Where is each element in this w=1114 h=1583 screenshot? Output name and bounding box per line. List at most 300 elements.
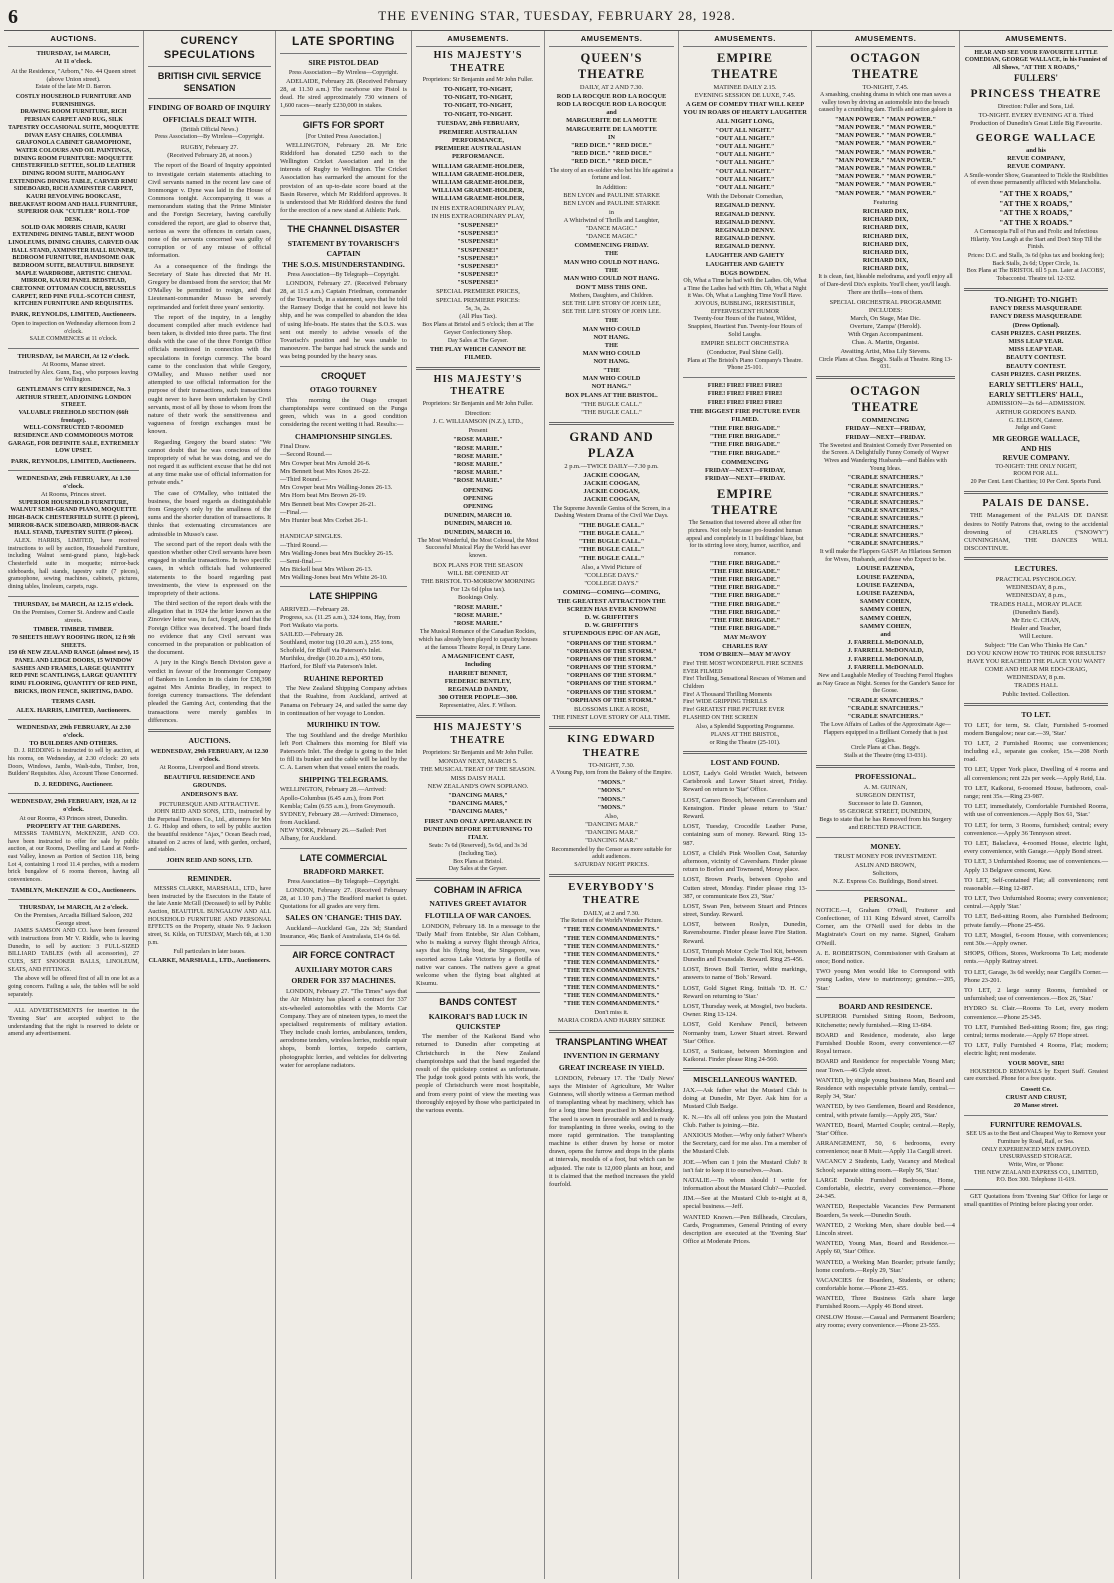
classified-item: WANTED, by single young business Man, Board and Residence with respectable private family, central.—Reply 34, 'Star.' <box>816 1076 955 1101</box>
column-auctions <box>4 31 144 1579</box>
theatre-orchestra: EMPIRE SELECT ORCHESTRA (Conductor, Paul Shine Gell). <box>701 340 789 356</box>
auctioneer: PARK, REYNOLDS, LIMITED, Auctioneers. <box>10 310 137 318</box>
section-heading: PROFESSIONAL. <box>855 771 916 781</box>
headline: AIR FORCE CONTRACT <box>292 950 395 961</box>
classified-item: WANTED Known.—Pen Billheads, Circulars, Cards, Programmes, General Printing of every description are executed at the 'Evening Star' Office at Moderate Prices. <box>683 1213 807 1246</box>
lost-found-list <box>683 770 807 1064</box>
auction-note: Full particulars in later issues. <box>173 949 246 956</box>
auction-text: JAMES SAMSON AND CO. have been favoured with instructions from Mr V. Riddle, who is leaving Dunedin, to sell by auction: 3 FULL-SIZED BILLIARD TABLES (with all accessories), 27 CUES, SET SNOOKER BALLS, LINOLEUM, SEATS, AND FITTINGS. <box>8 928 139 973</box>
classified-item: TO LET, for term, 3 Rooms, furnished; central; every convenience.—Apply 36 Tennyson street. <box>964 821 1108 837</box>
theatre-times: DAILY, at 2 and 7.30. <box>583 909 640 917</box>
theatre-text: Featuring <box>873 198 898 206</box>
auction-place: At the Residence, "Arborn," No. 44 Queen street (above Union street). <box>11 68 136 84</box>
theatre-blurb: The Return of the World's Wonder Picture. <box>560 917 663 924</box>
article-paragraph: The tug Southland and the dredge Murihiku left Port Chalmers this morning for Bluff via Paterson's Inlet. The dredge is going to the Inlet to fill its bunker and the cable will be laid by the C. A. Larsen when that vessel enters the roads. <box>280 731 407 772</box>
theatre-date: DUNEDIN, MARCH 10. DUNEDIN, MARCH 10. DUNEDIN, MARCH 10. <box>444 512 512 536</box>
classified-item: LOST, Gold Signet Ring. Initials 'D. H. C.' Reward on returning to 'Star.' <box>683 984 807 1000</box>
article-paragraph: This morning the Otago croquet championships were continued on the Punga green, which was in a good condition considering the recent wetting it had. Results:— <box>280 396 407 429</box>
classified-item: TO LET, Furnished Bed-sitting Room; fire, gas ring; central; terms moderate.—Apply 67 Hope street. <box>964 1023 1108 1039</box>
removals-text: HOUSEHOLD REMOVALS by Expert Staff. Greatest care exercised. Phone for a free quote. <box>964 1068 1108 1083</box>
theatre-proprietors: Proprietors: Sir Benjamin and Mr John Fuller. <box>422 749 534 756</box>
theatre-times: DAILY, AT 2 AND 7.30. <box>579 83 644 91</box>
article-paragraph: The second part of the report deals with the question whether other Civil servants have been engaged in similar transactions. In two specific cases, in which officials had volunteered statements to the board regarding past investments, the view is expressed on the impropriety of their actions. <box>148 540 271 597</box>
show-title: THE MAN WHO COULD NOT HANG. THE MAN WHO COULD NOT HANG. "THE MAN WHO COULD NOT HANG." <box>582 317 641 390</box>
theatre-star: ROD LA ROCQUE ROD LA ROCQUE ROD LA ROCQUE ROD LA ROCQUE and MARGUERITE DE LA MOTTE MARGUERITE DE LA MOTTE IN "RED DICE." "RED DICE." "RED DICE." "RED DICE." "RED DICE." "RED DICE." <box>556 92 667 166</box>
theatre-blurb: The Musical Romance of the Canadian Rockies, which has already been played to capacity houses at the famous Theatre Royal, in Drury Lane. <box>418 629 538 651</box>
auction-text: Instructed by Alex. Gunn, Esq., who purposes leaving for Wellington. <box>8 369 139 384</box>
theatre-blurb: A Smile-wonder Show, Guaranteed to Tickle the Risibilities of even those permanently afflicted with Melancholia. <box>964 172 1108 187</box>
column-amusements-1 <box>412 31 545 1579</box>
theatre-blurb: The Supreme Juvenile Genius of the Screen, in a Dashing Western Drama of the Civil War Days. <box>552 505 671 520</box>
classified-item: ONSLOW House.—Casual and Permanent Boarders; airy rooms; every convenience.—Phone 23-555. <box>816 1313 955 1329</box>
shipping-list: WELLINGTON, February 28.—Arrived: Apollo-Columbus (6.45 a.m.), from Port Kembla; Calm (6.55 a.m.), from Greymouth. SYDNEY, February 28.—Arrived: Dimensco, from Auckland. NEW YORK, February 26.—Sailed: Port Albany, for Auckland. <box>280 786 399 843</box>
show-title: "ROSE MARIE." "ROSE MARIE." "ROSE MARIE." <box>453 603 503 628</box>
board-residence-list <box>816 1013 955 1330</box>
theatre-blurb: A Cornucopia Full of Fun and Frolic and Infectious Hilarity. You Laugh at the Start and Don't Stop Till the Finish. <box>970 228 1102 251</box>
show-title: "ORPHANS OF THE STORM." "ORPHANS OF THE STORM." "ORPHANS OF THE STORM." "ORPHANS OF THE STORM." "ORPHANS OF THE STORM." "ORPHANS OF THE STORM." "ORPHANS OF THE STORM." "ORPHANS OF THE STORM." <box>566 639 657 704</box>
classified-item: WANTED, Board, Married Couple; central.—Reply, 'Star' Office. <box>816 1121 955 1137</box>
theatre-supporting: In Addition: BEN LYON and PAULINE STARKE BEN LYON and PAULINE STARKE in A Whirlwind of Thrills and Laughter, "DANCE MAGIC." "DANCE MAGIC." <box>563 183 660 241</box>
subheadline: FLOTILLA OF WAR CANOES. <box>425 911 531 921</box>
theatre-name: EVERYBODY'S THEATRE <box>568 881 655 907</box>
theatre-text: With the Debonair Comedian, <box>706 193 784 201</box>
classified-item: BOARD and Residence for respectable Young Man; near Town.—46 Clyde street. <box>816 1058 955 1074</box>
auction-items: COSTLY HOUSEHOLD FURNITURE AND FURNISHINGS. DRAWING ROOM FURNITURE, RICH PERSIAN CARPET AND RUG, SILK TAPESTRY OCCASIONAL SUITE, MOQUETTE DIVAN EASY CHAIRS, COLUMBIA GRAFONOLA CABINET GRAMOPHONE, WATER COLOURS AND OIL PAINTINGS, DINING ROOM FURNITURE: MOQUETTE CHESTERFIELD SETTEE, SOLID LEATHER DINING ROOM SUITE, MAHOGANY EXTENDING DINING TABLE, CARVED RIMU SIDEBOARD, RICH AXMINSTER CARPET, KAURI REVOLVING BOOKCASE, BREAKFAST ROOM AND HALL FURNITURE, SUPERIOR OAK "CUTLER" ROLL-TOP DESK. SOLID OAK MORRIS CHAIR, KAURI EXTENDING DINING TABLE, BENT WOOD LINOLEUMS, DINING CHAIRS, CARVED OAK HALL STAND, AXMINSTER HALL RUNNER, BEDROOM FURNITURE, HANDSOME OAK BEDROOM SUITE, BEAUTIFUL BIRDSEYE MAPLE WARDROBE, ARTISTIC CHEVAL MIRROR, KAURI PANEL BEDSTEAD, CRETONNE OTTOMAN COUCH, BRUSSELS CARPET, RED PINE FULL-SCOTCH CHEST, KITCHEN FURNITURE AND REQUISITES. <box>8 94 139 308</box>
auction-date: THURSDAY, 1st MARCH, At 12 o'clock. <box>17 353 130 361</box>
news-source: Press Association—By Telegraph—Copyright. <box>287 878 400 885</box>
article-paragraph: Auckland—Auckland Gas, 22s 3d; Standard Insurance, 46s; Bank of Australasia, £14 6s 6d. <box>280 924 407 941</box>
headline: LATE COMMERCIAL <box>299 852 388 863</box>
theatre-text: MONDAY NEXT, MARCH 5. THE MUSICAL TREAT OF THE SEASON. MISS DAISY HALL NEW ZEALAND'S OWN SOPRANO. <box>420 758 536 790</box>
subheadline: NATIVES GREET AVIATOR <box>429 899 527 909</box>
event-details: FANCY DRESS MASQUERADE FANCY DRESS MASQUERADE (Dress Optional). CASH PRIZES. CASH PRIZES. MISS LEAP YEAR. MISS LEAP YEAR. BEAUTY CONTEST. BEAUTY CONTEST. CASH PRIZES. CASH PRIZES. <box>990 305 1082 378</box>
event-footer: TO-NIGHT: THE ONLY NIGHT, ROOM FOR ALL. 20 Per Cent. Lent Charities; 10 Per Cent. Sports Fund. <box>970 463 1102 485</box>
theatre-times: TO-NIGHT, 7.30. <box>588 762 635 770</box>
auction-estate: Estate of the late Mr D. Barron. <box>35 84 112 91</box>
subheadline: FINDING OF BOARD OF INQUIRY <box>148 103 271 113</box>
theatre-text: OPENING OPENING OPENING <box>463 486 493 510</box>
theatre-orchestra: SPECIAL ORCHESTRAL PROGRAMME INCLUDES: March, On Stage, Mae Dic. Overture, 'Zampa' (Herold). With Organ Accompaniment. Chas. A. Martin, Organist. Awaiting Artist, Miss Lily Stevens. <box>829 298 942 355</box>
article-paragraph: The report of the inquiry, in a lengthy document compiled after much evidence had been taken, is divided into three parts. The first deals with the case of the three Foreign Office officials mentioned in connection with the speculations in foreign currency. The board came to the conclusion that while Gregory, O'Malley, and Musso neither used nor attempted to use official information for the purpose of their transactions, such transactions ought never to have been undertaken by Civil servants, most of all by those to whom from the nature of their work the sensitiveness and vagueness of foreign exchanges must be known. <box>148 313 271 436</box>
section-heading: AUCTIONS. <box>188 735 231 745</box>
auction-note: Open to inspection on Wednesday afternoon from 2 o'clock. SALE COMMENCES at 11 o'clock. <box>11 321 136 343</box>
auctioneer: PARK, REYNOLDS, LIMITED, Auctioneers. <box>10 457 137 465</box>
subheadline: SIRE PISTOL DEAD <box>308 58 379 68</box>
classified-item: LOST, Gold Kershaw Pencil, between Normanby tram, Lower Stuart street. Reward 'Star' Office. <box>683 1021 807 1045</box>
professional-notice: A. M. GUINAN, SURGEON DENTIST, Successor to late D. Gunnon, 95 GEORGE STREET, DUNEDIN, Begs to state that he has Removed from his Surgery and ERECTED PRACTICE. <box>819 783 952 832</box>
column-amusements-3 <box>679 31 812 1579</box>
theatre-name: HIS MAJESTY'S THEATRE <box>433 722 523 746</box>
auction-date: WEDNESDAY, 29th FEBRUARY, At 12.30 o'clock. <box>150 747 269 763</box>
auction-items: TIMBER. TIMBER. TIMBER. 70 SHEETS HEAVY ROOFING IRON, 12 ft 9ft SHEETS. 150 6ft NEW ZEALAND RANGE (almost new), 15 PANEL AND LEDGE DOORS, 15 WINDOW SASHES AND FRAMES, LARGE QUANTITY RED PINE SCANTLINGS, LARGE QUANTITY RIMU FLOORING, QUANTITY OF RED PINE, BRICKS, IRON FENCE, SKIRTING, DADO. <box>8 627 139 695</box>
classified-item: TO LET, 2 Furnished Rooms; use conveniences; including e.l., separate gas cooker, 15s.—208 North road. <box>964 739 1108 764</box>
theatre-name: QUEEN'S THEATRE <box>577 50 646 81</box>
headline: CROQUET <box>321 370 366 381</box>
theatre-name: EMPIRE THEATRE <box>711 487 779 518</box>
column-heading: AMUSEMENTS. <box>549 31 674 47</box>
column-amusements-4 <box>812 31 960 1579</box>
theatre-blurb: A GEM OF COMEDY THAT WILL KEEP YOU IN ROARS OF HEARTY LAUGHTER <box>683 101 807 117</box>
column-amusements-2 <box>545 31 679 1579</box>
theatre-supporting: Also, a Vivid Picture of "COLLEGE DAYS." "COLLEGE DAYS." <box>581 563 642 588</box>
subheadline: OFFICIALS DEALT WITH. <box>162 114 257 124</box>
classified-item: TO LET, Two Unfurnished Rooms; every convenience; central.—Apply 'Star.' <box>964 895 1108 911</box>
classified-item: A. E. ROBERTSON, Commissioner with Graham at once; Bond notice. <box>816 949 955 965</box>
classified-item: ARRANGEMENT, 50, 6 bedrooms, every convenience; near 8 Muir.—Apply 11a Cargill street. <box>816 1140 955 1156</box>
section-heading: TO LET. <box>1021 709 1051 719</box>
dateline: RUGBY, February 27. (Received February 28, at noon.) <box>167 143 252 160</box>
classified-item: ANXIOUS Mother.—Why only father? Where's the Secretary, card for me also. I'm a member of the Mustard Club. <box>683 1131 807 1156</box>
classified-item: TO LET, for term, St. Clair, Furnished 5-roomed modern Bungalow; near car.—39, 'Star.' <box>964 721 1108 737</box>
classified-item: NATALIE.—To whom should I write for information about the Mustard Club?—Puzzled. <box>683 1176 807 1193</box>
classified-item: TO LET, 2 large sunny Rooms, furnished or unfurnished; use of conveniences.—Box 26, 'Star.' <box>964 986 1108 1003</box>
classified-item: TO LET, Fully Furnished 4 Rooms, Flat; modern; electric light; rent moderate. <box>964 1042 1108 1058</box>
subheadline: ORDER FOR 337 MACHINES. <box>291 976 396 986</box>
theatre-blurb: The Sensation that towered above all other fire pictures. Not only because pro-foundest human appeal and completely in 11 buildings' blaze, but for its stirring love story, humor, sacrifice, and romance. <box>686 520 804 558</box>
classified-item: TWO young Men would like to Correspond with young Ladies, view to matrimony; genuine.—205, 'Star.' <box>816 968 955 992</box>
section-heading: LOST AND FOUND. <box>710 758 780 768</box>
removals-text: SEE US as to the Best and Cheapest Way to Remove your Furniture by Road, Rail, or Sea. ONLY EXPERIENCED MEN EMPLOYED. UNSURPASSED STORAGE. Write, Wire, or 'Phone: THE NEW ZEALAND EXPRESS CO., LIMITED, P.O. Box 300. Telephone 11-619. <box>966 1131 1106 1184</box>
auction-heading: BEAUTIFUL RESIDENCE AND GROUNDS. ANDERSON'S BAY. <box>164 774 255 798</box>
theatre-blurb: The Most Wonderful, the Most Colossal, the Most Successful Musical Play the World has ever known. <box>417 537 539 560</box>
misc-wanted-list <box>683 1087 807 1246</box>
box-plans: Also, a Splendid Supporting Programme. PLANS AT THE BRISTOL, or Ring the Theatre (25-101). <box>695 724 795 746</box>
classified-item: WANTED, Three Business Girls share large Furnished Room.—Apply 46 Bond street. <box>816 1295 955 1311</box>
auction-heading: REMINDER. <box>187 874 232 884</box>
event-guest: MR GEORGE WALLACE, AND HIS REVUE COMPANY. <box>992 434 1080 463</box>
section-heading: PERSONAL. <box>863 895 908 905</box>
classified-item: TO LET, Mosgiel, 6-room House, with conveniences; rent 30s.—Apply owner. <box>964 931 1108 948</box>
theatre-name: EMPIRE THEATRE <box>711 50 779 81</box>
theatre-intro: HEAR AND SEE YOUR FAVOURITE LITTLE COMEDIAN, GEORGE WALLACE, in his Funniest of All Shows, "AT THE X ROADS," <box>964 49 1108 72</box>
theatre-text: Don't miss it. MARIA CORDA AND HARRY SIEDKE <box>557 1009 666 1025</box>
theatre-star: MAY McAVOY CHARLES RAY TOM O'BRIEN—MAY M'AVOY <box>699 634 791 658</box>
theatre-blurb: The story of an ex-soldier who bet his life against a fortune and lost. <box>549 167 674 182</box>
auction-place: At our Rooms, 43 Princes street, Dunedin. <box>19 814 128 822</box>
auction-heading: PROPERTY AT THE GARDENS. <box>26 822 121 830</box>
money-notice: TRUST MONEY FOR INVESTMENT. ASLIN AND BROWN, Solicitors, N.Z. Express Co. Buildings, Bond street. <box>833 853 938 885</box>
theatre-tagline: DON'T MISS THIS ONE. <box>575 284 648 292</box>
auction-place: At Rooms, Princes street. <box>40 491 107 499</box>
article-paragraph: LONDON, February 27. "The Times" says that the Air Ministry has placed a contract for 337 six-wheeled automobiles with the Morris Car Company. They are of nineteen types, to meet the specialised requirements of military aviation. They include crash lorries, ambulances, tenders, aerodrome tenders, wireless lorries, mobile repair shops, bomb lorries, torpedo carriers, photographic lorries, and vehicles for delivering water for aeroplane radiators. <box>280 988 407 1069</box>
classified-item: K. N.—It's all off unless you join the Mustard Club. Father is joining.—Biz. <box>683 1113 807 1129</box>
theatre-tagline: BLOSSOMS LIKE A ROSE, THE FINEST LOVE STORY OF ALL TIME. <box>552 706 671 722</box>
auctioneer: D. J. REDDING, Auctioneer. <box>34 780 113 788</box>
classified-item: TO LET, 3 Unfurnished Rooms; use of conveniences.—Apply 13 Belgrave crescent, Kew. <box>964 858 1108 874</box>
theatre-coming: COMMENCING FRIDAY—NEXT—FRIDAY, FRIDAY—NEXT—FRIDAY. <box>845 417 926 441</box>
article-paragraph: The member of the Kaikorai Band who returned to Dunedin after competing at Christchurch in the New Zealand championships said that the band regarded the result of the quickstep contest as unfortunate. The judge took good points with his work, the people of Christchurch were most hospitable, and from every point of view the meeting was thoroughly enjoyed by those who participated in the various events. <box>416 1033 540 1114</box>
theatre-star: JACKIE COOGAN, JACKIE COOGAN, JACKIE COOGAN, JACKIE COOGAN, <box>583 471 640 504</box>
subheadline: INVENTION IN GERMANY <box>563 1051 660 1061</box>
subheadline: CHAMPIONSHIP SINGLES. <box>294 431 393 441</box>
section-heading: LECTURES. <box>1014 564 1058 574</box>
classified-item: WANTED, 2 Working Men, share double bed.—4 Lincoln street. <box>816 1221 955 1237</box>
auction-terms: TERMS CASH. <box>51 698 96 706</box>
box-plans: Circle Plans at Chas. Begg's. Stalls at Theatre. Ring 13-031. <box>818 356 953 371</box>
show-title: "ROSE MARIE." "ROSE MARIE." "ROSE MARIE." "ROSE MARIE." "ROSE MARIE." "ROSE MARIE." <box>453 436 503 485</box>
show-title: "SUSPENSE!" "SUSPENSE!" "SUSPENSE!" "SUSPENSE!" "SUSPENSE!" "SUSPENSE!" "SUSPENSE!" "SUSPENSE!" <box>457 221 499 287</box>
auction-place: At Rooms, Manse street. <box>41 361 106 369</box>
article-paragraph: WELLINGTON, February 28. Mr Eric Riddiford has donated £250 each to the Wellington Cricket Association and in the interests of Rugby to Wellington. The Cricket Association has earmarked the amount for the provision of an up-to-date score board at the Basin Reserve, which Mr Riddiford approves. It is understood that Mr Riddiford desires the fund for the erection of a new stand at Athletic Park. <box>280 141 407 215</box>
subheadline: GREAT INCREASE IN YIELD. <box>558 1062 665 1072</box>
newspaper-title: THE EVENING STAR, TUESDAY, FEBRUARY 28, 1928. <box>378 8 736 23</box>
article-paragraph: Regarding Gregory the board states: "We cannot doubt that he was conscious of the impropriety of what he was doing, and we do not regard it as sufficient excuse that he did not at any time make use of official information for private ends." <box>148 438 271 487</box>
theatre-name: PRINCESS THEATRE <box>970 88 1102 101</box>
classified-item: HYDRO St. Clair.—Rooms To Let, every modern convenience.—Phone 25-345. <box>964 1005 1108 1021</box>
article-paragraph: ADELAIDE, February 28. (Received February 28, at 11.30 a.m.) The racehorse sire Pistol is dead. He sired approximately 730 winners of 1,600 races—nearly £230,000 in stakes. <box>280 77 407 110</box>
classified-item: BOARD and Residence, moderate, also large Furnished Double Room, every convenience.—67 Royal terrace. <box>816 1031 955 1056</box>
theatre-star: RICHARD DIX, RICHARD DIX, RICHARD DIX, RICHARD DIX, RICHARD DIX, RICHARD DIX, RICHARD DIX, RICHARD DIX, <box>862 207 909 273</box>
theatre-supporting: Also, "DANCING MAR." "DANCING MAR." "DANCING MAR." <box>585 812 638 845</box>
theatre-coming: COMMENCING FRIDAY. THE MAN WHO COULD NOT HANG. THE MAN WHO COULD NOT HANG. <box>563 242 660 282</box>
auction-text: MESSRS CLARKE, MARSHALL, LTD., have been instructed by the Executors in the Estate of the late Annie McGill (Deceased) to sell by Public Auction, BEAUTIFUL BUNGALOW AND ALL HOUSEHOLD FURNITURE AND PERSONAL EFFECTS on the Property, situate No. 9 Jackson street, St. Kilda, on TUESDAY, March 6th, at 1.30 p.m. <box>148 885 271 946</box>
event-admission: ADMISSION—2s 6d—ADMISSION. ARTHUR GORDON'S BAND. <box>986 400 1086 416</box>
theatre-star: GEORGE WALLACE <box>975 132 1097 145</box>
theatre-tagline: THE PLAY WHICH CANNOT BE FILMED. <box>430 346 526 362</box>
headline: LATE SPORTING <box>292 34 395 48</box>
auctioneer: TAMBLYN, McKENZIE & CO., Auctioneers. <box>10 886 137 894</box>
classified-item: LOST, Triumph Motor Cycle Tool Kit, between Dunedin and Evansdale. Reward. Ring 25-456. <box>683 947 807 964</box>
classified-item: WANTED, Respectable Vacancies Few Permanent Boarders, 5s week.—Dunedin South. <box>816 1203 955 1219</box>
headline: TRANSPLANTING WHEAT <box>555 1036 668 1047</box>
show-title: "MAN POWER." "MAN POWER." "MAN POWER." "MAN POWER." "MAN POWER." "MAN POWER." "MAN POWER." "MAN POWER." "MAN POWER." "MAN POWER." "MAN POWER." "MAN POWER." "MAN POWER." "MAN POWER." "MAN POWER." "MAN POWER." "MAN POWER." "MAN POWER." "MAN POWER." "MAN POWER." <box>835 115 936 197</box>
column-heading: AMUSEMENTS. <box>816 31 955 47</box>
classified-item: TO LET, Self-contained Flat; all conveniences; rent reasonable.—Ring 12-887. <box>964 876 1108 892</box>
auction-date: THURSDAY, 1st MARCH, At 12.15 o'clock. <box>13 600 134 608</box>
classified-item: LOST, Lady's Gold Wristlet Watch, between Carisbrook and Lower Stuart street, Friday. Reward on return to 'Star' Office. <box>683 770 807 794</box>
column-amusements-5 <box>960 31 1112 1579</box>
theatre-prices: SPECIAL PREMIERE PRICES, SPECIAL PREMIERE PRICES: 5s, 3s, 2s. (All Plus Tax). <box>436 288 520 321</box>
theatre-text: TO-NIGHT, TO-NIGHT, TO-NIGHT, TO-NIGHT, TO-NIGHT, TO-NIGHT, TO-NIGHT, TO-NIGHT. <box>443 85 513 118</box>
subheadline: AUXILIARY MOTOR CARS <box>294 964 393 974</box>
classified-item: SHOPS, Offices, Stores, Workrooms To Let; moderate rents.—Apply Rattray street. <box>964 950 1108 966</box>
subheadline: THE S.O.S. MISUNDERSTANDING. <box>282 260 405 270</box>
newspaper-page <box>4 30 1112 1579</box>
classified-item: LOST, Tuesday, Crocodile Leather Purse, containing sum of money. Reward. Ring 13-987. <box>683 823 807 847</box>
auction-text: ALEX. HARRIS, LIMITED, have received instructions to sell by auction, Household Furniture, including Walnut semi-grand piano, high-back Chesterfield suite in moquette; mirror-back sideboards, hall stands, tapestry suite (7 pieces), gramophone, sewing machines, cabinets, pictures, dining tables, linoleum, carpets, rugs. <box>8 538 139 591</box>
classified-item: TO LET, Bed-sitting Room, also Furnished Bedroom; private family.—Phone 25-456. <box>964 913 1108 929</box>
theatre-owner: FULLERS' <box>1013 72 1058 83</box>
show-title: "DANCING MARS," "DANCING MARS," "DANCING MARS," <box>448 792 508 816</box>
news-source: Press Association—By Telegraph—Copyright. <box>287 272 400 279</box>
article-paragraph: LONDON, February 27. (Received February 28, at 11.5 a.m.) Captain Friedman, commander of the Tovarisch, in a statement, says that he told the Ramsey Dodge that he could not leave his ship, and he was compelled to abandon the idea of using life-boats. He states that the S.O.S. was sent out merely to advise vessels of the Tovarisch's position and he was unable to manoeuvre. The barque had struck the sands and was being pounded by the heavy seas. <box>280 279 407 361</box>
show-title: "CRADLE SNATCHERS." "CRADLE SNATCHERS." "CRADLE SNATCHERS." "CRADLE SNATCHERS." "CRADLE SNATCHERS." "CRADLE SNATCHERS." "CRADLE SNATCHERS." "CRADLE SNATCHERS." "CRADLE SNATCHERS." <box>847 474 924 547</box>
classified-item: LOST, Brown Pearls, between Opoho and Cutten street, Monday. Finder please ring 13-387, or communicate Box 23, 'Star.' <box>683 876 807 900</box>
subheadline: STATEMENT BY TOVARISCH'S CAPTAIN <box>287 238 400 258</box>
theatre-company: and his REVUE COMPANY, REVUE COMPANY. <box>1007 147 1065 171</box>
headline: LATE SHIPPING <box>309 591 378 602</box>
article-paragraph: The New Zealand Shipping Company advises that the Ruahine, from Auckland, arrived at Panama on February 24, and sailed the same day in continuation of her voyage to London. <box>280 685 407 717</box>
classified-item: LOST, Thursday week, at Mosgiel, two buckets. Owner. Ring 13-124. <box>683 1002 807 1019</box>
theatre-coming: COMING—COMING—COMING, THE GREATEST ATTRACTION THE SCREEN HAS EVER KNOWN! D. W. GRIFFITH'S D. W. GRIFFITH'S STUPENDOUS EPIC OF AN AGE, <box>557 589 666 638</box>
classified-item: LOST, Brown Bull Terrier, white markings, answers to name of 'Bob.' Reward. <box>683 966 807 982</box>
article-paragraph: The report of the Board of Inquiry appointed to investigate certain statements attaching to Civil servants named in the recent law case of Ironmonger v. Dyne was laid in the House of Commons tonight. Accompanying it was a memorandum stating that the Prime Minister and the Foreign Secretary, having carefully considered the report, are glad to observe that, serious as were the offences in certain cases, none of the servants concerned was guilty of corruption or of any misuse of official information. <box>148 162 271 260</box>
to-let-list <box>964 722 1108 1059</box>
theatre-blurb: Oh, What a Time he had with the Ladies. Oh, What a Time the Ladies had with Him. Oh, What a Night it Was. Oh, What a Laughing Time You'll Have. JOYOUS, BUBBLING, IRRESISTIBLE, EFFERVESCENT HUMOR <box>683 278 807 315</box>
auction-items: GENTLEMAN'S CITY RESIDENCE, No. 3 ARTHUR STREET, ADJOINING LONDON STREET. VALUABLE FREEHOLD SECTION (66ft frontage). WELL-CONSTRUCTED 7-ROOMED RESIDENCE AND COMMODIOUS MOTOR GARAGE, FOR DEFINITE SALE, EXTREMELY LOW UPSET. <box>8 386 139 455</box>
article-paragraph: LONDON, February 18. In a message to the 'Daily Mail' from Entebbe, Sir Alan Cobham, who is making a survey flight through Africa, says that his flying boat, the Singapore, was escorted across Lake Victoria by a flotilla of native war canoes. The natives gave a great welcome when the flying boat alighted at Kisumu. <box>416 922 540 988</box>
masthead <box>0 0 1114 30</box>
personal-list <box>816 907 955 993</box>
section-heading: BOARD AND RESIDENCE. <box>838 1001 933 1011</box>
theatre-proprietors: Proprietors: Sir Benjamin and Mr John Fuller. <box>422 77 534 84</box>
column-currency-news <box>144 31 276 1579</box>
subheadline: BRADFORD MARKET. <box>303 867 384 877</box>
classified-item: SUPERIOR Furnished Sitting Room, Bedroom, Kitchenette; newly furnished.—Ring 13-684. <box>816 1013 955 1029</box>
auction-date: THURSDAY, 1st MARCH, At 11 o'clock. <box>36 49 111 65</box>
event-judge: G. ELLISON, Caterer. Judge and Guest: <box>1008 417 1064 432</box>
theatre-times: TO-NIGHT, 7.45. <box>862 83 909 91</box>
headline: THE CHANNEL DISASTER <box>287 224 400 235</box>
theatre-coming: COMMENCING FRIDAY—NEXT—FRIDAY, FRIDAY—NEXT—FRIDAY. <box>704 458 786 483</box>
news-source: [For United Press Association.] <box>305 134 382 141</box>
classified-item: VACANCIES for Boarders, Students, or others; comfortable home.—Phone 23-455. <box>816 1276 955 1293</box>
column-heading: AMUSEMENTS. <box>416 31 540 47</box>
printing-notice: GET Quotations from 'Evening Star' Office for large or small quantities of Printing before placing your order. <box>964 1194 1108 1208</box>
theatre-name: HIS MAJESTY'S THEATRE <box>433 373 523 398</box>
theatre-tagline: THE BIGGEST FIRE PICTURE EVER FILMED. <box>689 407 801 423</box>
theatre-supporting: BUGS BOWDEN. <box>720 269 770 277</box>
croquet-results: Final Draw. —Second Round.— Mrs Cowper beat Mrs Arnold 26-6. Mrs Bennett beat Mrs Knox 26-22. —Third Round.— Mrs Cowper beat Mrs Walling-Jones 26-13. Mrs Horn beat Mrs Brown 26-19. Mrs Bennett beat Mrs Cowper 26-21. —Final.— Mrs Hunter beat Mrs Corbet 26-1. HANDICAP SINGLES. —Third Round.— Mrs Walling-Jones beat Mrs Buckley 26-15. —Semi-final.— Mrs Bickell beat Mrs Wilson 26-13. Mrs Walling-Jones beat Mrs White 26-10. <box>280 443 394 582</box>
subheadline: RUAHINE REPORTED <box>303 673 384 683</box>
theatre-date: TUESDAY, 28th FEBRUARY, <box>436 119 520 127</box>
section-heading: MONEY. <box>870 841 901 851</box>
auction-date: WEDNESDAY, 29th FEBRUARY, 1928, At 12 o'clock. <box>10 798 137 814</box>
classified-item: JOE.—When can I join the Mustard Club? It isn't fair to keep it to ourselves.—Joan. <box>683 1158 807 1174</box>
article-paragraph: As a consequence of the findings the Secretary of State has directed that Mr H. Gregory be dismissed from the service; that Mr O'Malley be permitted to resign, and that Lieutenant-commander Musso be severely reprimanded and forfeit three years' seniority. <box>148 262 271 311</box>
classified-item: TO LET, Upper York place, Dwelling of 4 rooms and all conveniences; rent 22s per week.—Apply Reid, Lta. <box>964 766 1108 782</box>
show-title: ALL NIGHT LONG, "OUT ALL NIGHT." "OUT ALL NIGHT." "OUT ALL NIGHT." "OUT ALL NIGHT." "OUT ALL NIGHT." "OUT ALL NIGHT." "OUT ALL NIGHT." "OUT ALL NIGHT." <box>715 118 775 191</box>
classified-item: TO LET, Balaclava, 4-roomed House, electric light, every convenience, with Garage.—Apply Bond street. <box>964 839 1108 856</box>
auction-note: The above will be offered first of all in one lot as a going concern. Failing a sale, the tables will be sold separately. <box>8 976 139 998</box>
theatre-star: WILLIAM GRAEME-HOLDER, WILLIAM GRAEME-HOLDER, WILLIAM GRAEME-HOLDER, WILLIAM GRAEME-HOLDER, WILLIAM GRAEME-HOLDER, <box>431 162 525 203</box>
box-plans: The Love Affairs of Ladies of the Approximate Age—Flappers equipped in a Brilliant Comedy that is just Giggles. Circle Plans at Chas. Begg's. Stalls at the Theatre (ring 13-031). <box>820 722 951 760</box>
show-title: "THE FIRE BRIGADE." "THE FIRE BRIGADE." "THE FIRE BRIGADE." "THE FIRE BRIGADE." "THE FIRE BRIGADE." "THE FIRE BRIGADE." "THE FIRE BRIGADE." "THE FIRE BRIGADE." "THE FIRE BRIGADE." <box>709 559 781 633</box>
show-title: "THE TEN COMMANDMENTS." "THE TEN COMMANDMENTS." "THE TEN COMMANDMENTS." "THE TEN COMMANDMENTS." "THE TEN COMMANDMENTS." "THE TEN COMMANDMENTS." "THE TEN COMMANDMENTS." "THE TEN COMMANDMENTS." "THE TEN COMMANDMENTS." "THE TEN COMMANDMENTS." <box>563 926 660 1008</box>
theatre-text: "THE BUGLE CALL." "THE BUGLE CALL." <box>581 401 642 417</box>
theatre-text: Mothers, Daughters, and Children. SEE THE LIFE STORY OF JOHN LEE, SEE THE LIFE STORY OF JOHN LEE. <box>562 293 661 315</box>
auction-place: At Rooms, Liverpool and Bond streets. <box>159 764 260 771</box>
classified-item: LOST, a Suitcase, between Mornington and Kaikorai. Finder please Ring 24-560. <box>683 1047 807 1064</box>
theatre-blurb: A smashing, crashing drama in which one man saves a valley town by driving an automobile into the breach caused by a crumbling dam. Thrills and action galore in <box>818 91 953 114</box>
theatre-prices: Prices: D.C. and Stalls, 3s 6d (plus tax and booking fee); Back Stalls, 2s 6d; Upper Circle, 1s. Box Plans at The BRISTOL till 5 p.m. Later at JACOBS', Tobacconist. Theatre tel. 12-332. <box>966 252 1106 282</box>
page-number: 6 <box>8 6 18 28</box>
news-source: (British Official News.) Press Association—By Wireless—Copyright. <box>154 126 265 141</box>
advertising-notice: ALL ADVERTISEMENTS for insertion in the 'Evening Star' are accepted subject to the understanding that the right is reserved to delete or amend any advertisement. <box>8 1008 139 1038</box>
section-heading: MISCELLANEOUS WANTED. <box>693 1075 797 1085</box>
news-source: Press Association—By Wireless—Copyright. <box>288 70 399 77</box>
article-paragraph: The third section of the report deals with the allegation that in 1924 the letter known as the Zinoviev letter was, in fact, forged, and that the Foreign Office was deceived. The board finds no evidence that any Civil servant was concerned in the preparation or publication of the document. <box>148 600 271 657</box>
theatre-times: TO-NIGHT. EVERY EVENING AT 8. Third Production of Dunedin's Great Little Big Favourite. <box>970 111 1102 127</box>
article-paragraph: A jury in the King's Bench Division gave a verdict in favour of the Ironmonger Company of Bankers in London in its claim for £38,398 against Mrs Aminta Bradley, in respect to foreign currency transactions. The defendant pleaded the Gaming Act, contending that the transactions were merely gambles in differences. <box>148 659 271 724</box>
show-title: "MONS." "MONS." "MONS." "MONS." <box>597 779 626 811</box>
column-heading: AMUSEMENTS. <box>964 31 1108 47</box>
theatre-direction: Direction: J. C. WILLIAMSON (N.Z.), LTD., <box>433 409 523 426</box>
theatre-text: Present <box>468 427 488 435</box>
theatre-star: LOUISE FAZENDA, LOUISE FAZENDA, LOUISE FAZENDA, LOUISE FAZENDA, SAMMY COHEN, SAMMY COHEN, SAMMY COHEN, SAMMY COHEN, and J. FARRELL McDONALD, J. FARRELL McDONALD, J. FARRELL McDONALD, J. FARRELL McDONALD. <box>847 565 924 671</box>
classified-item: NOTICE.—I, Graham O'Neill, Fruiterer and Confectioner, of 111 King Edward street, Carroll's Corner, am the O'Neill used for debts in the Magistrate's Court on my name. Signed, Graham O'Neill. <box>816 906 955 947</box>
show-title: "THE FIRE BRIGADE." "THE FIRE BRIGADE." "THE FIRE BRIGADE." "THE FIRE BRIGADE." <box>709 425 781 457</box>
box-plans: BOX PLANS FOR THE SEASON WILL BE OPENED AT THE BRISTOL TO-MORROW MORNING For 12s 6d (plus tax). Bookings Only. <box>421 561 535 602</box>
theatre-representative: Representative, Alex. F. Wilson. <box>439 703 517 710</box>
classified-item: LOST, Cameo Brooch, between Caversham and Kensington. Finder please return to 'Star.' Reward. <box>683 796 807 821</box>
auction-subheading: PICTURESQUE AND ATTRACTIVE. <box>159 800 260 808</box>
theatre-direction: Direction: Fuller and Sons, Ltd. <box>997 103 1075 110</box>
theatre-times: 2 p.m.—TWICE DAILY—7.30 p.m. <box>564 462 659 470</box>
theatre-text: Fire! THE MOST WONDERFUL FIRE SCENES EVER FILMED Fire! Thrilling, Sensational Rescues of Women and Children Fire! A Thousand Thrilling Moments Fire! WIDE GRIPPING THRILLS Fire! GREATEST FIRE PICTURE EVER FLASHED ON THE SCREEN <box>683 660 806 721</box>
auction-text: JOHN REID AND SONS, LTD., instructed by the Perpetual Trustees Co., Ltd., attorneys for Mrs J. G. Hislop and others, to sell by public auction the beautiful residence "Ajax," Ocean Beach road, situated on 2 acres of land, with garden, orchard, and stables. <box>148 808 271 854</box>
subheadline: BRITISH CIVIL SERVICE SENSATION <box>157 71 262 93</box>
section-heading: FURNITURE REMOVALS. <box>990 1119 1082 1129</box>
shipping-list: ARRIVED.—February 28. Progress, s.s. (11.25 a.m.), 324 tons, Hay, from Port Waikato via ports. SAILED.—February 28. Southland, motor tug (10.20 a.m.), 255 tons, Schofield, for Bluff via Paterson's Inlet. Murihiku, dredge (10.20 a.m.), 450 tons, Harford, for Bluff via Paterson's Inlet. <box>280 606 401 671</box>
classified-item: TO LET, immediately, Comfortable Furnished Rooms, with use of conveniences.—Apply Box 61, 'Star.' <box>964 803 1108 819</box>
theatre-blurb: It is clean, fast, likeable melodrama, and you'll enjoy all of Dare-devil Dix's exploits. You'll cheer, you'll laugh. There are thrills—tons of them. <box>818 274 953 296</box>
article-paragraph: LONDON, February 17. The 'Daily News' says the Minister of Agriculture, Mr Walter Guinness, will shortly witness a German method of transplanting wheat by machinery, which has for a long time been practised in Mecklenburg. The seed is sown in favourable soil and is ready for transplanting in three weeks, owing to the more rapid germination. The transplanting machine is either drawn by horse or motor drawn, opens the furrow and drops in the plants at intervals, moulds of a foot, but which can be adjusted. The rate is 12,000 plants an hour, and it is claimed that the method increases the yield fourfold. <box>549 1074 674 1189</box>
auction-text: D. J. REDDING is instructed to sell by auction, at his rooms, on Wednesday, at 2.30 o'clock: 20 sets Doors, Windows, Jambs, Wash-tubs, Timber, Iron, Builders' Requisites. Also, Account Those Concerned. <box>8 748 139 778</box>
theatre-name: KING EDWARD THEATRE <box>567 734 656 759</box>
theatre-name: HIS MAJESTY'S THEATRE <box>433 49 523 74</box>
headline: COBHAM IN AFRICA <box>433 884 523 895</box>
theatre-blurb: Twenty-four Hours of the Fastest, Wildest, Snappiest, Heartiest Fun. Twenty-four Hours of Solid Laughs. <box>687 316 803 338</box>
event-venue: EARLY SETTLERS' HALL, EARLY SETTLERS' HALL, <box>988 379 1084 399</box>
classified-item: JAX.—Ask father what the Mustard Club is doing at Dunedin, Mr Dyer. Ask him for a Mustard Club Badge. <box>683 1087 807 1111</box>
auctioneer: CLARKE, MARSHALL, LTD., Auctioneers. <box>148 956 271 964</box>
classified-item: LOST, Swan Pen, between Stuart and Princes street, Sunday. Reward. <box>683 902 807 919</box>
show-title: "CRADLE SNATCHERS." "CRADLE SNATCHERS." "CRADLE SNATCHERS." <box>847 696 924 721</box>
removals-tagline: YOUR MOVE, SIR! <box>1007 1060 1065 1068</box>
venue-name: PALAIS DE DANSE. <box>982 497 1090 509</box>
article-paragraph: LONDON, February 27. (Received February 28, at 1.10 p.m.) The Bradford market is quiet. Quotations for all grades are very firm. <box>280 886 407 910</box>
show-title: "THE BUGLE CALL." "THE BUGLE CALL." "THE BUGLE CALL." "THE BUGLE CALL." "THE BUGLE CALL." <box>578 521 645 562</box>
theatre-text: FIRST AND ONLY APPEARANCE IN DUNEDIN BEFORE RETURNING TO ITALY. <box>423 817 533 841</box>
theatre-times: MATINEE DAILY 2.15. EVENING SESSION DE LUXE, 7.45. <box>694 83 796 99</box>
subheadline: SHIPPING TELEGRAMS. <box>299 774 388 784</box>
venue-notice: THE Management of the PALAIS DE DANSE desires to Notify Patrons that, owing to the accidental drowning of CHARLES ("SNOWY") CUNNINGHAM, THE DANCES WILL DISCONTINUE. <box>964 512 1108 553</box>
auctioneer: ALEX. HARRIS, LIMITED, Auctioneers. <box>16 706 131 714</box>
column-late-news <box>276 31 412 1579</box>
subheadline: SALES ON 'CHANGE: THIS DAY. <box>285 913 402 923</box>
auction-items: SUPERIOR HOUSEHOLD FURNITURE, WALNUT SEMI-GRAND PIANO, MOQUETTE HIGH-BACK CHESTERFIELD SUITE (3 pieces), MIRROR-BACK SIDEBOARD, MIRROR-BACK HALL STAND, TAPESTRY SUITE (7 pieces). <box>8 499 139 537</box>
headline: BANDS CONTEST <box>439 997 517 1008</box>
auction-date: WEDNESDAY, 29th FEBRUARY, At 1.30 o'clock. <box>16 475 131 491</box>
auction-text: MESSRS TAMBLYN, McKENZIE, AND CO. have been instructed to offer for sale by public auction, at our Rooms, Dwelling and Land at North-east Valley, known as Portion of Section 118, being Lot 4, containing 1 rood 11.4 perches, with a modern brick bungalow of 6 rooms thereon, having all conveniences. <box>8 830 139 883</box>
subheadline: MURIHIKU IN TOW. <box>306 719 381 729</box>
auctioneer: JOHN REID AND SONS, LTD. <box>166 856 253 864</box>
theatre-name: OCTAGON THEATRE <box>850 384 921 415</box>
theatre-name: GRAND AND PLAZA <box>569 429 654 460</box>
theatre-proprietors: Proprietors: Sir Benjamin and Mr John Fuller. <box>422 401 534 408</box>
headline: GIFTS FOR SPORT <box>302 119 385 130</box>
theatre-text: PREMIERE AUSTRALIAN PERFORMANCE, PREMIERE AUSTRALASIAN PERFORMANCE. <box>434 128 522 161</box>
theatre-text: IN HIS EXTRAORDINARY PLAY, IN HIS EXTRAORDINARY PLAY, <box>431 204 525 220</box>
theatre-blurb: New and Laughable Medley of Touching Ferrol Hughes as Nay Grace as Night. Scenes for the Gander's Sauce for the Goose. <box>816 672 955 695</box>
theatre-blurb: A Young Pup, torn from the Bakery of the Empire. <box>550 770 673 777</box>
classified-item: LOST, between Roslyn, Dunedin, Ravensbourne. Finder please leave Fire Station. Reward. <box>683 921 807 945</box>
theatre-blurb: The Sweetest and Brainiest Comedy Ever Presented on the Screen. A Delightfully Funny Comedy of Waywr Wives and Wandering Husbands—and Bables with Young Ideas. <box>819 442 952 472</box>
removals-firm: Cossett Co. CRUST AND CRUST, 20 Manse street. <box>1005 1086 1067 1110</box>
theatre-text: Recommended by the Censor as more suitable for adult audiences. SATURDAY NIGHT PRICES. <box>551 846 672 868</box>
classified-item: TO LET, Garage, 3s 6d weekly; near Cargill's Corner.—Phone 23-201. <box>964 968 1109 984</box>
show-title: "AT THE X ROADS," "AT THE X ROADS," "AT THE X ROADS," "AT THE X ROADS." <box>999 189 1073 228</box>
classified-item: VACANCY 2 Students, Lady, Vacancy and Medical School; separate sitting room.—Reply 56, 'Star.' <box>816 1158 955 1174</box>
classified-item: LOST, a Child's Pink Woollen Coat, Saturday afternoon, vicinity of Caversham. Finder please return to Borlon and Townsend, Moray place. <box>683 849 807 874</box>
classified-item: WANTED, Young Man, Board and Residence.—Apply 60, 'Star' Office. <box>816 1240 955 1256</box>
theatre-cast: A MAGNIFICENT CAST, Including HARRIET BENNET, FREDERIC BENTLEY, REGINALD DANDY, 300 OTHER PEOPLE—300. <box>438 653 518 702</box>
box-plans: BOX PLANS AT THE BRISTOL. <box>565 392 658 400</box>
theatre-name: OCTAGON THEATRE <box>850 50 921 81</box>
subheadline: KAIKORAI'S BAD LUCK IN QUICKSTEP <box>428 1011 528 1031</box>
auction-place: On the Premises, Arcadia Billiard Saloon, 202 George street. <box>14 911 133 928</box>
